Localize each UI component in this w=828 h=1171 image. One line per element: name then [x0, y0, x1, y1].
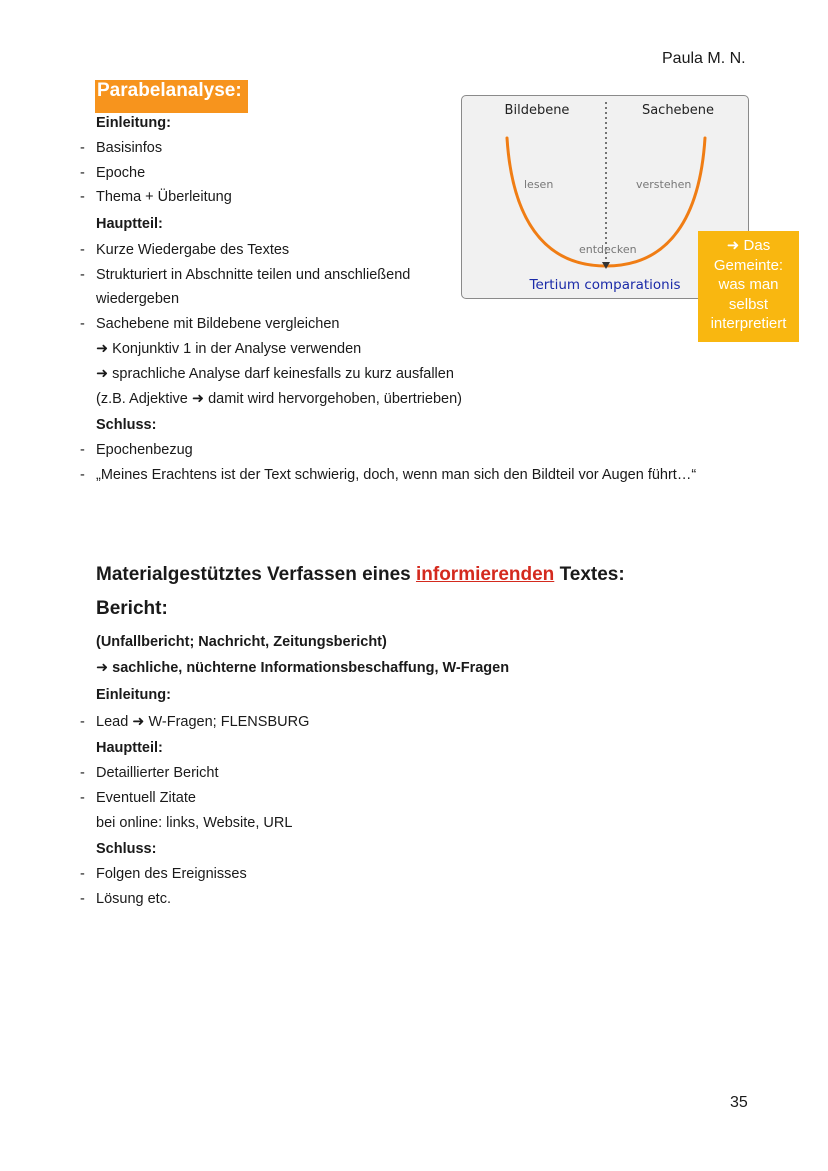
examples-line: (Unfallbericht; Nachricht, Zeitungsbericht) — [96, 634, 387, 650]
list-item: Eventuell Zitate — [96, 790, 196, 806]
label-sachebene: Sachebene — [641, 103, 715, 118]
title-part: Textes: — [554, 564, 625, 585]
sub-note: (z.B. Adjektive ➜ damit wird hervorgehoben, übertrieben) — [96, 391, 462, 407]
section-title-materialgestuetzt — [96, 564, 625, 586]
caption-tertium: Tertium comparationis — [529, 277, 681, 293]
bullet-dash: - — [80, 316, 85, 332]
note-line: interpretiert — [710, 315, 787, 332]
list-item: Epochenbezug — [96, 442, 193, 458]
title-part: Materialgestütztes Verfassen eines — [96, 564, 416, 585]
list-item-continuation: bei online: links, Website, URL — [96, 815, 293, 831]
label-verstehen: verstehen — [636, 178, 692, 191]
heading-einleitung: Einleitung: — [96, 115, 171, 131]
note-line: ➜ Das — [726, 237, 771, 254]
note-line: was man — [718, 276, 779, 293]
heading-hauptteil: Hauptteil: — [96, 740, 163, 756]
heading-schluss: Schluss: — [96, 417, 157, 433]
bullet-dash: - — [80, 866, 85, 882]
bullet-dash: - — [80, 714, 85, 730]
bullet-dash: - — [80, 140, 85, 156]
bullet-dash: - — [80, 891, 85, 907]
heading-einleitung: Einleitung: — [96, 687, 171, 703]
bullet-dash: - — [80, 790, 85, 806]
list-item: Detaillierter Bericht — [96, 765, 219, 781]
note-line: selbst — [728, 295, 769, 313]
list-item: Basisinfos — [96, 140, 163, 156]
section-title-parabelanalyse: Parabelanalyse: — [95, 80, 248, 113]
label-lesen: lesen — [524, 178, 554, 191]
bullet-dash: - — [80, 165, 85, 181]
summary-note: ➜ sachliche, nüchterne Informationsbeschaffung, W-Fragen — [96, 660, 510, 676]
bullet-dash: - — [80, 467, 85, 483]
list-item: Epoche — [96, 165, 146, 181]
list-item: Lösung etc. — [96, 891, 171, 907]
page-number: 35 — [730, 1094, 748, 1111]
list-item: „Meines Erachtens ist der Text schwierig, doch, wenn man sich den Bildteil vor Augen führt…“ — [96, 467, 697, 483]
heading-hauptteil: Hauptteil: — [96, 216, 163, 232]
bullet-dash: - — [80, 765, 85, 781]
bullet-dash: - — [80, 189, 85, 205]
subtitle-bericht: Bericht: — [96, 598, 168, 619]
label-entdecken: entdecken — [579, 243, 637, 256]
bullet-dash: - — [80, 242, 85, 258]
list-item: Strukturiert in Abschnitte teilen und anschließend — [96, 267, 411, 283]
list-item: Lead ➜ W-Fragen; FLENSBURG — [96, 714, 310, 730]
bullet-dash: - — [80, 267, 85, 283]
list-item: Sachebene mit Bildebene vergleichen — [96, 316, 340, 332]
sub-note: ➜ sprachliche Analyse darf keinesfalls zu kurz ausfallen — [96, 366, 454, 382]
title-highlight: informierenden — [415, 564, 555, 585]
label-bildebene: Bildebene — [504, 103, 570, 118]
bullet-dash: - — [80, 442, 85, 458]
heading-schluss: Schluss: — [96, 841, 157, 857]
list-item-continuation: wiedergeben — [96, 291, 180, 307]
list-item: Thema + Überleitung — [96, 189, 232, 205]
note-line: Gemeinte: — [713, 256, 784, 274]
list-item: Kurze Wiedergabe des Textes — [96, 242, 290, 258]
author-name: Paula M. N. — [662, 50, 746, 67]
list-item: Folgen des Ereignisses — [96, 866, 247, 882]
sub-note: ➜ Konjunktiv 1 in der Analyse verwenden — [96, 341, 362, 357]
note-gemeinte — [698, 231, 799, 342]
